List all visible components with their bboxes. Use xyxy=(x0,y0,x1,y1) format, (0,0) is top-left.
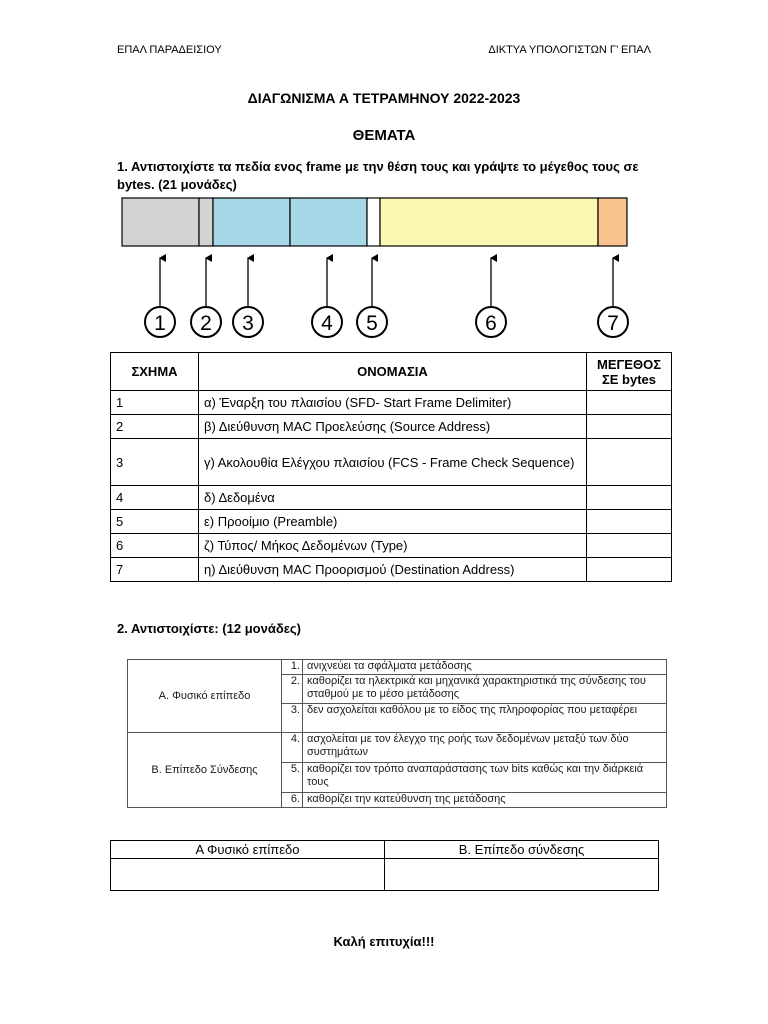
item-number: 5. xyxy=(282,763,303,793)
frame-diagram xyxy=(0,0,768,360)
row-name: α) Έναρξη του πλαισίου (SFD- Start Frame Delimiter) xyxy=(199,391,587,415)
answer-cell-physical[interactable] xyxy=(111,859,385,891)
row-number: 2 xyxy=(111,415,199,439)
row-number: 7 xyxy=(111,558,199,582)
size-answer-cell[interactable] xyxy=(587,510,672,534)
callout-number-6: 6 xyxy=(485,312,497,335)
row-name: η) Διεύθυνση MAC Προορισμού (Destination Address) xyxy=(199,558,587,582)
callout-number-7: 7 xyxy=(607,312,619,335)
callout-number-1: 1 xyxy=(154,312,166,335)
frame-field-3 xyxy=(213,198,290,246)
row-name: ζ) Τύπος/ Μήκος Δεδομένων (Type) xyxy=(199,534,587,558)
table-row xyxy=(111,510,672,534)
col-header-name: ΟΝΟΜΑΣΙΑ xyxy=(199,353,587,391)
question-2-answer-table xyxy=(110,840,659,891)
col-header-schema: ΣΧΗΜΑ xyxy=(111,353,199,391)
frame-field-6 xyxy=(380,198,598,246)
item-text: καθορίζει τον τρόπο αναπαράστασης των bits καθώς και την διάρκειά τους xyxy=(303,763,667,793)
question-1-text: 1. Αντιστοιχίστε τα πεδία ενος frame με την θέση τους και γράψτε το μέγεθος τους σε bytes. (21 μονάδες) xyxy=(117,159,639,192)
table-row xyxy=(111,558,672,582)
row-name: δ) Δεδομένα xyxy=(199,486,587,510)
item-number: 4. xyxy=(282,733,303,763)
closing-text: Καλή επιτυχία!!! xyxy=(333,934,435,949)
item-text: καθορίζει την κατεύθυνση της μετάδοσης xyxy=(303,793,667,808)
row-number: 1 xyxy=(111,391,199,415)
row-name: β) Διεύθυνση MAC Προελεύσης (Source Address) xyxy=(199,415,587,439)
size-answer-cell[interactable] xyxy=(587,558,672,582)
header-course: ΔΙΚΤΥΑ ΥΠΟΛΟΓΙΣΤΩΝ Γ’ ΕΠΑΛ xyxy=(488,44,651,56)
layer-physical: Α. Φυσικό επίπεδο xyxy=(128,660,282,733)
table-row xyxy=(111,391,672,415)
answer-header-physical: Α Φυσικό επίπεδο xyxy=(111,841,385,859)
size-answer-cell[interactable] xyxy=(587,486,672,510)
item-number: 6. xyxy=(282,793,303,808)
layer-datalink: Β. Επίπεδο Σύνδεσης xyxy=(128,733,282,808)
callout-number-5: 5 xyxy=(366,312,378,335)
item-text: ανιχνεύει τα σφάλματα μετάδοσης xyxy=(303,660,667,675)
size-answer-cell[interactable] xyxy=(587,534,672,558)
table-row xyxy=(111,439,672,486)
header-school: ΕΠΑΛ ΠΑΡΑΔΕΙΣΙΟΥ xyxy=(117,44,222,56)
size-answer-cell[interactable] xyxy=(587,415,672,439)
table-row xyxy=(111,486,672,510)
row-number: 6 xyxy=(111,534,199,558)
size-answer-cell[interactable] xyxy=(587,439,672,486)
table-row xyxy=(111,534,672,558)
table-row xyxy=(111,415,672,439)
row-number: 3 xyxy=(111,439,199,486)
row-number: 4 xyxy=(111,486,199,510)
frame-field-7 xyxy=(598,198,627,246)
frame-field-2 xyxy=(199,198,213,246)
frame-field-5 xyxy=(367,198,380,246)
item-number: 1. xyxy=(282,660,303,675)
answer-header-datalink: Β. Επίπεδο σύνδεσης xyxy=(385,841,659,859)
item-text: δεν ασχολείται καθόλου με το είδος της πληροφορίας που μεταφέρει xyxy=(303,704,667,733)
question-1-table xyxy=(110,352,672,582)
answer-cell-datalink[interactable] xyxy=(385,859,659,891)
size-answer-cell[interactable] xyxy=(587,391,672,415)
item-number: 2. xyxy=(282,675,303,704)
row-name: ε) Προοίμιο (Preamble) xyxy=(199,510,587,534)
row-number: 5 xyxy=(111,510,199,534)
subtitle: ΘΕΜΑΤΑ xyxy=(352,127,416,144)
row-name: γ) Ακολουθία Ελέγχου πλαισίου (FCS - Frame Check Sequence) xyxy=(199,439,587,486)
callout-number-3: 3 xyxy=(242,312,254,335)
callout-number-4: 4 xyxy=(321,312,333,335)
frame-field-4 xyxy=(290,198,367,246)
item-text: καθορίζει τα ηλεκτρικά και μηχανικά χαρακτηριστικά της σύνδεσης του σταθμού με το μέσο μετάδοσης xyxy=(303,675,667,704)
question-2-text: 2. Αντιστοιχίστε: (12 μονάδες) xyxy=(117,621,301,636)
exam-title: ΔΙΑΓΩΝΙΣΜΑ Α ΤΕΤΡΑΜΗΝΟΥ 2022-2023 xyxy=(247,90,521,106)
frame-field-1 xyxy=(122,198,199,246)
col-header-size: ΜΕΓΕΘΟΣ ΣΕ bytes xyxy=(587,353,672,391)
item-number: 3. xyxy=(282,704,303,733)
callout-number-2: 2 xyxy=(200,312,212,335)
item-text: ασχολείται με τον έλεγχο της ροής των δεδομένων μεταξύ των δύο συστημάτων xyxy=(303,733,667,763)
question-2-matching-table xyxy=(127,659,667,808)
